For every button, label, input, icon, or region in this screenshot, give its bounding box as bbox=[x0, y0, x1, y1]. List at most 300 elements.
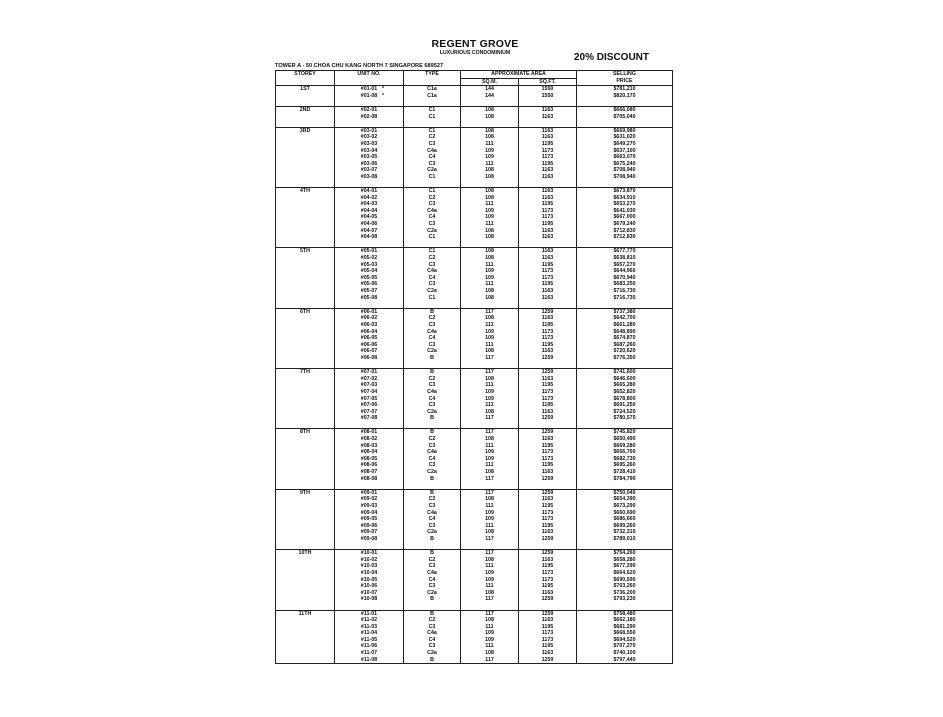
group-spacer bbox=[276, 543, 673, 550]
storey-cell bbox=[276, 577, 335, 584]
sqm-cell: 144 bbox=[461, 93, 519, 100]
table-row bbox=[276, 382, 673, 389]
sqm-cell: 117 bbox=[461, 355, 519, 362]
storey-cell bbox=[276, 510, 335, 517]
price-cell: $691,250 bbox=[577, 402, 673, 409]
sqft-cell: 1173 bbox=[519, 208, 577, 215]
price-cell: $784,790 bbox=[577, 476, 673, 483]
unit-number: #03-04 bbox=[360, 147, 378, 154]
table-body bbox=[276, 86, 673, 664]
type-cell: C3 bbox=[404, 221, 461, 228]
storey-cell bbox=[276, 275, 335, 282]
unit-number: #06-07 bbox=[360, 348, 378, 355]
table-row bbox=[276, 355, 673, 362]
sqm-cell: 108 bbox=[461, 114, 519, 121]
table-row bbox=[276, 174, 673, 181]
table-row bbox=[276, 134, 673, 141]
price-cell: $662,180 bbox=[577, 617, 673, 624]
type-cell: C2 bbox=[404, 557, 461, 564]
sqm-cell: 144 bbox=[461, 86, 519, 93]
price-cell: $712,830 bbox=[577, 228, 673, 235]
sqm-cell: 109 bbox=[461, 275, 519, 282]
storey-cell bbox=[276, 415, 335, 422]
storey-cell: 9TH bbox=[276, 489, 335, 496]
sqm-cell: 109 bbox=[461, 510, 519, 517]
sqft-cell: 1163 bbox=[519, 409, 577, 416]
storey-cell bbox=[276, 208, 335, 215]
unit-number: #05-03 bbox=[360, 261, 378, 268]
storey-cell bbox=[276, 382, 335, 389]
price-cell: $654,390 bbox=[577, 496, 673, 503]
table-row bbox=[276, 449, 673, 456]
unit-number: #09-03 bbox=[360, 503, 378, 509]
table-row bbox=[276, 429, 673, 436]
group-spacer bbox=[276, 99, 673, 106]
table-row bbox=[276, 315, 673, 322]
unit-number: #05-08 bbox=[360, 294, 378, 301]
table-row bbox=[276, 476, 673, 483]
table-row bbox=[276, 322, 673, 329]
price-cell: $797,440 bbox=[577, 657, 673, 664]
unit-number: #09-01 bbox=[360, 489, 378, 496]
sqft-cell: 1259 bbox=[519, 415, 577, 422]
storey-cell bbox=[276, 342, 335, 349]
sqft-cell: 1195 bbox=[519, 624, 577, 631]
storey-cell bbox=[276, 288, 335, 295]
unit-number: #05-05 bbox=[360, 274, 378, 281]
type-cell: C4a bbox=[404, 570, 461, 577]
unit-number: #05-02 bbox=[360, 255, 378, 262]
sqft-cell: 1195 bbox=[519, 462, 577, 469]
storey-cell: 8TH bbox=[276, 429, 335, 436]
table-row bbox=[276, 630, 673, 637]
type-cell: B bbox=[404, 610, 461, 617]
unit-number: #03-01 bbox=[360, 127, 378, 134]
type-cell: C4 bbox=[404, 577, 461, 584]
sqft-cell: 1163 bbox=[519, 529, 577, 536]
unit-cell bbox=[335, 510, 404, 517]
sqm-cell: 108 bbox=[461, 496, 519, 503]
type-cell: C2a bbox=[404, 167, 461, 174]
unit-cell bbox=[335, 443, 404, 450]
sqft-cell: 1173 bbox=[519, 268, 577, 275]
price-cell: $649,270 bbox=[577, 141, 673, 148]
unit-cell bbox=[335, 134, 404, 141]
group-spacer bbox=[276, 603, 673, 610]
price-cell: $644,960 bbox=[577, 268, 673, 275]
unit-cell bbox=[335, 617, 404, 624]
sqft-cell: 1163 bbox=[519, 315, 577, 322]
sqft-cell: 1173 bbox=[519, 637, 577, 644]
sqm-cell: 108 bbox=[461, 228, 519, 235]
price-cell: $789,010 bbox=[577, 536, 673, 543]
sqm-cell: 109 bbox=[461, 389, 519, 396]
sqm-cell: 117 bbox=[461, 369, 519, 376]
table-row bbox=[276, 523, 673, 530]
unit-number: #07-04 bbox=[360, 388, 378, 395]
unit-number: #10-03 bbox=[360, 563, 378, 570]
sqft-cell: 1195 bbox=[519, 161, 577, 168]
storey-cell bbox=[276, 462, 335, 469]
unit-cell bbox=[335, 650, 404, 657]
unit-cell bbox=[335, 436, 404, 443]
unit-cell bbox=[335, 429, 404, 436]
group-spacer bbox=[276, 181, 673, 188]
sqft-cell: 1163 bbox=[519, 348, 577, 355]
price-cell: $660,690 bbox=[577, 510, 673, 517]
sqm-cell: 117 bbox=[461, 308, 519, 315]
table-row bbox=[276, 295, 673, 302]
unit-cell bbox=[335, 496, 404, 503]
unit-number: #06-04 bbox=[360, 328, 378, 335]
unit-cell bbox=[335, 583, 404, 590]
sqm-cell: 109 bbox=[461, 148, 519, 155]
unit-number: #04-01 bbox=[360, 188, 378, 195]
price-cell: $728,410 bbox=[577, 469, 673, 476]
sqft-cell: 1259 bbox=[519, 355, 577, 362]
unit-cell bbox=[335, 536, 404, 543]
type-cell: B bbox=[404, 476, 461, 483]
sqm-cell: 108 bbox=[461, 174, 519, 181]
unit-mark: * bbox=[382, 92, 385, 99]
sqft-cell: 1173 bbox=[519, 456, 577, 463]
unit-cell bbox=[335, 402, 404, 409]
price-cell: $657,270 bbox=[577, 262, 673, 269]
unit-cell bbox=[335, 255, 404, 262]
unit-cell bbox=[335, 148, 404, 155]
unit-number: #03-08 bbox=[360, 173, 378, 180]
table-row bbox=[276, 657, 673, 664]
sqm-cell: 111 bbox=[461, 643, 519, 650]
unit-cell bbox=[335, 469, 404, 476]
unit-number: #06-02 bbox=[360, 315, 378, 322]
storey-cell bbox=[276, 201, 335, 208]
unit-cell bbox=[335, 208, 404, 215]
storey-cell bbox=[276, 315, 335, 322]
sqm-cell: 111 bbox=[461, 563, 519, 570]
unit-cell bbox=[335, 529, 404, 536]
price-cell: $690,590 bbox=[577, 577, 673, 584]
sqft-cell: 1259 bbox=[519, 476, 577, 483]
table-row bbox=[276, 195, 673, 202]
unit-number: #04-05 bbox=[360, 214, 378, 221]
storey-cell bbox=[276, 335, 335, 342]
unit-cell bbox=[335, 167, 404, 174]
sqft-cell: 1163 bbox=[519, 255, 577, 262]
sqft-cell: 1173 bbox=[519, 630, 577, 637]
sqm-cell: 111 bbox=[461, 141, 519, 148]
sqft-cell: 1195 bbox=[519, 141, 577, 148]
unit-number: #10-05 bbox=[360, 576, 378, 583]
unit-cell bbox=[335, 630, 404, 637]
type-cell: C3 bbox=[404, 523, 461, 530]
group-spacer bbox=[276, 241, 673, 248]
table-row bbox=[276, 106, 673, 113]
storey-cell bbox=[276, 469, 335, 476]
unit-number: #10-06 bbox=[360, 583, 378, 590]
table-row bbox=[276, 281, 673, 288]
unit-cell bbox=[335, 308, 404, 315]
storey-cell bbox=[276, 396, 335, 403]
type-cell: C4 bbox=[404, 396, 461, 403]
sqm-cell: 117 bbox=[461, 536, 519, 543]
table-row bbox=[276, 127, 673, 134]
table-row bbox=[276, 402, 673, 409]
sqm-cell: 109 bbox=[461, 456, 519, 463]
sqft-cell: 1195 bbox=[519, 262, 577, 269]
price-cell: $681,290 bbox=[577, 624, 673, 631]
table-row bbox=[276, 148, 673, 155]
sqm-cell: 108 bbox=[461, 295, 519, 302]
unit-cell bbox=[335, 335, 404, 342]
price-cell: $793,230 bbox=[577, 596, 673, 603]
table-row bbox=[276, 529, 673, 536]
unit-cell bbox=[335, 503, 404, 510]
unit-cell bbox=[335, 214, 404, 221]
table-row bbox=[276, 234, 673, 241]
sqm-cell: 108 bbox=[461, 106, 519, 113]
unit-cell bbox=[335, 570, 404, 577]
type-cell: B bbox=[404, 355, 461, 362]
storey-cell: 4TH bbox=[276, 188, 335, 195]
storey-cell bbox=[276, 281, 335, 288]
storey-cell bbox=[276, 596, 335, 603]
table-row bbox=[276, 643, 673, 650]
storey-cell bbox=[276, 262, 335, 269]
price-cell: $638,810 bbox=[577, 255, 673, 262]
price-cell: $758,480 bbox=[577, 610, 673, 617]
sqm-cell: 111 bbox=[461, 402, 519, 409]
sqft-cell: 1173 bbox=[519, 577, 577, 584]
storey-cell bbox=[276, 536, 335, 543]
sqm-cell: 109 bbox=[461, 268, 519, 275]
unit-number: #06-05 bbox=[360, 335, 378, 342]
storey-cell bbox=[276, 348, 335, 355]
table-row bbox=[276, 268, 673, 275]
sqft-cell: 1173 bbox=[519, 214, 577, 221]
col-area-header: APPROXIMATE AREA bbox=[461, 71, 577, 79]
storey-cell: 10TH bbox=[276, 550, 335, 557]
type-cell: C4a bbox=[404, 630, 461, 637]
type-cell: C4 bbox=[404, 335, 461, 342]
price-cell: $664,620 bbox=[577, 570, 673, 577]
unit-number: #11-02 bbox=[360, 617, 378, 624]
storey-cell bbox=[276, 141, 335, 148]
sqft-cell: 1163 bbox=[519, 436, 577, 443]
table-row bbox=[276, 342, 673, 349]
price-cell: $678,800 bbox=[577, 396, 673, 403]
storey-cell bbox=[276, 295, 335, 302]
table-row bbox=[276, 167, 673, 174]
table-row bbox=[276, 221, 673, 228]
unit-cell bbox=[335, 596, 404, 603]
storey-cell: 11TH bbox=[276, 610, 335, 617]
unit-cell bbox=[335, 174, 404, 181]
sqm-cell: 108 bbox=[461, 617, 519, 624]
unit-cell bbox=[335, 624, 404, 631]
sqft-cell: 1163 bbox=[519, 134, 577, 141]
storey-cell bbox=[276, 516, 335, 523]
table-row bbox=[276, 389, 673, 396]
col-price-header: PRICE bbox=[577, 78, 673, 86]
table-row bbox=[276, 536, 673, 543]
price-cell: $677,290 bbox=[577, 563, 673, 570]
storey-cell bbox=[276, 174, 335, 181]
storey-cell bbox=[276, 93, 335, 100]
storey-cell bbox=[276, 148, 335, 155]
table-row bbox=[276, 335, 673, 342]
sqm-cell: 108 bbox=[461, 469, 519, 476]
storey-cell bbox=[276, 234, 335, 241]
storey-cell bbox=[276, 657, 335, 664]
unit-number: #02-08 bbox=[360, 113, 378, 120]
group-spacer bbox=[276, 362, 673, 369]
unit-cell bbox=[335, 476, 404, 483]
col-unit-header: UNIT NO. bbox=[335, 71, 404, 86]
unit-number: #01-08 bbox=[360, 92, 378, 99]
unit-cell bbox=[335, 141, 404, 148]
unit-number: #04-07 bbox=[360, 227, 378, 234]
type-cell: C2a bbox=[404, 409, 461, 416]
unit-number: #07-08 bbox=[360, 415, 378, 422]
unit-cell bbox=[335, 93, 404, 100]
sqm-cell: 109 bbox=[461, 208, 519, 215]
sqft-cell: 1173 bbox=[519, 389, 577, 396]
table-row bbox=[276, 610, 673, 617]
sqft-cell: 1259 bbox=[519, 657, 577, 664]
price-cell: $694,520 bbox=[577, 637, 673, 644]
sqft-cell: 1195 bbox=[519, 443, 577, 450]
storey-cell: 7TH bbox=[276, 369, 335, 376]
price-cell: $683,250 bbox=[577, 281, 673, 288]
sqft-cell: 1163 bbox=[519, 650, 577, 657]
price-cell: $745,820 bbox=[577, 429, 673, 436]
price-cell: $677,770 bbox=[577, 248, 673, 255]
price-cell: $679,240 bbox=[577, 221, 673, 228]
sqft-cell: 1195 bbox=[519, 503, 577, 510]
storey-cell bbox=[276, 402, 335, 409]
type-cell: C2 bbox=[404, 436, 461, 443]
storey-cell bbox=[276, 221, 335, 228]
unit-number: #08-01 bbox=[360, 429, 378, 436]
unit-cell bbox=[335, 449, 404, 456]
unit-number: #05-06 bbox=[360, 281, 378, 288]
type-cell: C3 bbox=[404, 382, 461, 389]
price-cell: $682,730 bbox=[577, 456, 673, 463]
type-cell: B bbox=[404, 308, 461, 315]
price-cell: $650,490 bbox=[577, 436, 673, 443]
sqm-cell: 108 bbox=[461, 188, 519, 195]
unit-cell bbox=[335, 577, 404, 584]
table-row bbox=[276, 288, 673, 295]
col-storey-header: STOREY bbox=[276, 71, 335, 86]
storey-cell bbox=[276, 650, 335, 657]
unit-mark: * bbox=[382, 86, 385, 93]
type-cell: C2 bbox=[404, 134, 461, 141]
sqft-cell: 1195 bbox=[519, 563, 577, 570]
table-row bbox=[276, 550, 673, 557]
sqft-cell: 1163 bbox=[519, 617, 577, 624]
storey-cell bbox=[276, 617, 335, 624]
price-cell: $699,260 bbox=[577, 523, 673, 530]
table-row bbox=[276, 510, 673, 517]
type-cell: C1 bbox=[404, 114, 461, 121]
unit-number: #11-03 bbox=[360, 623, 378, 630]
type-cell: C1 bbox=[404, 248, 461, 255]
type-cell: C3 bbox=[404, 281, 461, 288]
unit-number: #06-06 bbox=[360, 341, 378, 348]
type-cell: C4 bbox=[404, 214, 461, 221]
table-row bbox=[276, 201, 673, 208]
table-row bbox=[276, 228, 673, 235]
table-row bbox=[276, 624, 673, 631]
sqft-cell: 1173 bbox=[519, 510, 577, 517]
sqm-cell: 111 bbox=[461, 262, 519, 269]
unit-number: #07-02 bbox=[360, 375, 378, 382]
table-row bbox=[276, 570, 673, 577]
table-header bbox=[276, 71, 673, 86]
sqm-cell: 109 bbox=[461, 396, 519, 403]
storey-cell bbox=[276, 476, 335, 483]
price-cell: $737,380 bbox=[577, 308, 673, 315]
storey-cell bbox=[276, 268, 335, 275]
table-row bbox=[276, 503, 673, 510]
table-row bbox=[276, 583, 673, 590]
sqm-cell: 111 bbox=[461, 201, 519, 208]
price-cell: $653,270 bbox=[577, 201, 673, 208]
type-cell: C3 bbox=[404, 443, 461, 450]
sqm-cell: 109 bbox=[461, 335, 519, 342]
sqft-cell: 1259 bbox=[519, 308, 577, 315]
price-cell: $716,730 bbox=[577, 288, 673, 295]
table-row bbox=[276, 516, 673, 523]
col-selling-header: SELLING bbox=[577, 71, 673, 79]
storey-cell: 1ST bbox=[276, 86, 335, 93]
storey-cell bbox=[276, 624, 335, 631]
sqm-cell: 108 bbox=[461, 234, 519, 241]
sqft-cell: 1259 bbox=[519, 369, 577, 376]
unit-cell bbox=[335, 550, 404, 557]
type-cell: C2a bbox=[404, 288, 461, 295]
sqm-cell: 109 bbox=[461, 516, 519, 523]
price-cell: $634,910 bbox=[577, 195, 673, 202]
type-cell: C4 bbox=[404, 516, 461, 523]
price-cell: $656,760 bbox=[577, 449, 673, 456]
type-cell: C3 bbox=[404, 462, 461, 469]
storey-cell bbox=[276, 503, 335, 510]
sqft-cell: 1259 bbox=[519, 489, 577, 496]
unit-cell bbox=[335, 315, 404, 322]
sqm-cell: 108 bbox=[461, 409, 519, 416]
unit-cell bbox=[335, 382, 404, 389]
unit-number: #07-07 bbox=[360, 408, 378, 415]
sqm-cell: 108 bbox=[461, 376, 519, 383]
table-row bbox=[276, 208, 673, 215]
unit-cell bbox=[335, 590, 404, 597]
unit-cell bbox=[335, 516, 404, 523]
unit-number: #08-02 bbox=[360, 436, 378, 443]
sqm-cell: 111 bbox=[461, 503, 519, 510]
storey-cell bbox=[276, 214, 335, 221]
unit-cell bbox=[335, 154, 404, 161]
sqm-cell: 111 bbox=[461, 221, 519, 228]
sqm-cell: 117 bbox=[461, 476, 519, 483]
type-cell: C1 bbox=[404, 295, 461, 302]
price-cell: $669,980 bbox=[577, 127, 673, 134]
type-cell: B bbox=[404, 489, 461, 496]
sqft-cell: 1195 bbox=[519, 221, 577, 228]
unit-cell bbox=[335, 188, 404, 195]
